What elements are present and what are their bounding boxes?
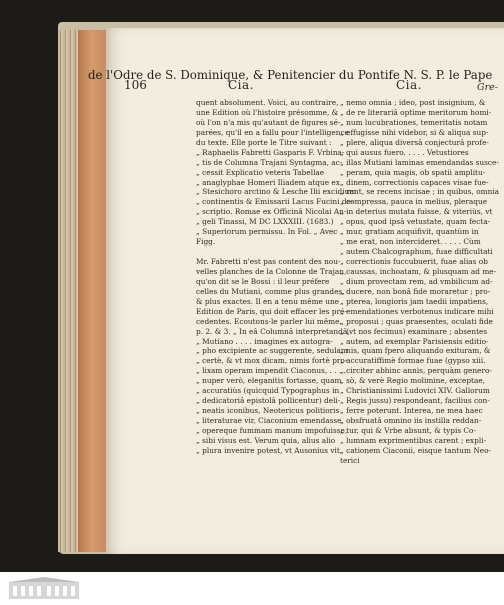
text-line: „ accuratiffimè formae fuae (gypso xiii.: [340, 356, 486, 366]
text-line: „ lumnam exprimentibus carent ; expli-: [340, 435, 487, 445]
text-line: „ rant, se recens incisae ; in quibus, omnia: [340, 187, 500, 197]
text-line: „ Raphaelis Fabretti Gasparis F. Vrbina-: [196, 147, 345, 157]
text-line: „ Mutiano . . . . imagines ex autogra-: [196, 336, 333, 346]
text-line: „ circiter abhinc annis, perquàm genero-: [340, 366, 492, 376]
text-line: & plus exactes. Il en a tenu même une: [196, 296, 340, 306]
page-number: 106: [124, 78, 147, 92]
text-line: une Edition où l'histoire présomme, &: [196, 107, 339, 117]
text-line: „ nemo omnia ; ideo, post insignium, &: [340, 98, 486, 107]
text-line: „ peram, quia magis, ob spatii amplitu-: [340, 167, 486, 177]
text-line: „ autem Chalcographum, fuae difficultati: [340, 247, 493, 257]
text-line: où l'on n'a mis qu'autant de figures sé-: [196, 117, 341, 127]
text-line: „ plere, aliqua diversâ conjecturâ profe-: [340, 137, 489, 147]
running-head-left: Cia.: [228, 78, 254, 92]
text-line: „ illas Mutiani laminas emendandas susce-: [340, 157, 499, 167]
running-head-right: Cia.: [396, 78, 422, 92]
text-line: „ accuratiùs (quicquid Typographus in: [196, 386, 340, 396]
text-line: „ sò, & verè Regio molimine, exceptae,: [340, 376, 486, 386]
text-line: celles du Mutiani, comme plus grandes,: [196, 286, 345, 296]
library-logo-icon: [8, 577, 80, 601]
text-line: „ pterea, longioris jam taedii impatiens,: [340, 296, 489, 306]
page-edges: [58, 30, 80, 552]
text-line: „ Superiorum permissu. In Fol. „ Avec: [196, 227, 338, 237]
text-line: „ caussas, inchoatam, & plusquam ad me-: [340, 266, 497, 276]
text-line: „ dium provectam rem, ad vmbilicum ad-: [340, 276, 493, 286]
text-line: du texte. Elle porte le Titre suivant :: [196, 137, 332, 147]
text-line: „ correctionis fuccubuerit, fuae alias ob: [340, 257, 488, 266]
text-line: „ sibi visus est. Verum quia, alius alio: [196, 435, 336, 445]
text-line: „ me erat, non intercideret. . . . . Cùm: [340, 237, 481, 247]
text-line: cedentes. Ecoutons-le parler lui même,: [196, 316, 342, 326]
text-line: „ ducere, non bonâ fide moraretur ; pro-: [340, 286, 491, 296]
text-column-right: [340, 98, 500, 466]
text-line: „ compressa, pauca in melius, pleraque: [340, 197, 488, 207]
text-line: Edition de Paris, qui doit effacer les pré-: [196, 306, 347, 316]
text-line: „ emendationes verbotenus indicare mihi: [340, 306, 494, 316]
catchword: Gre-: [477, 82, 498, 93]
text-line: quent absolument. Voici, au contraire,: [196, 98, 339, 107]
text-line: „ Christianissimi Ludovici XIV. Gallorum: [340, 386, 490, 396]
text-line: „ nuper verò, eleganitis fortasse, quam: [196, 376, 342, 386]
text-line: „ effugisse nihi videbor, si & aliqua sup-: [340, 127, 489, 137]
text-line: terici: [340, 455, 360, 465]
text-line: „ literaturae vir, Ciaconium emendasse,: [196, 416, 344, 425]
text-line: „ num lucubrationes, temeritatis notam: [340, 117, 488, 127]
text-line: velles planches de la Colonne de Trajan,: [196, 266, 347, 276]
text-line: „ certè, & vt mox dicam, nimis fortè pro-: [196, 356, 348, 366]
text-line: „ dinem, correctionis capaces visae fue-: [340, 177, 489, 187]
text-line: „ obsfruatâ omnino iis instilla reddan-: [340, 416, 482, 425]
text-line: „ in deterius mutata fuisse, & viteriùs, vt: [340, 207, 493, 217]
text-line: „ pho excipiente ac suggerente, sedulam: [196, 346, 348, 356]
text-line: „ opus, quod ipsâ vetustate, quam fecta-: [340, 217, 491, 227]
text-line: „ Stesichoro arctino & Lesche Ilii excidium: [196, 187, 357, 197]
text-line: „ neatis iconibus, Neotericus politioris: [196, 406, 340, 416]
text-line: „ lixam operam impendit Ciaconus, . . . .: [196, 366, 346, 376]
text-line: „ continentis & Emissarii Lacus Fucini de-: [196, 197, 354, 207]
text-line: „ opereque fummam manum impofuisse,: [196, 425, 348, 435]
text-line: „ mur, gratiam acquifivit, quantùm in: [340, 227, 479, 237]
text-line: „ de re literariâ optime meritorum homi-: [340, 107, 492, 117]
text-line: „ geli Tinassi, M DC LXXXIII. (1683.): [196, 217, 334, 227]
text-line: parées, qu'il en a fallu pour l'intelligence: [196, 127, 349, 137]
text-line: „ dedicatoriâ epistolâ pollicentur) deli-: [196, 396, 341, 406]
text-line: „ qui ausus fuero. . . . . Vetustiores: [340, 147, 469, 157]
text-line: „ plura invenire potest, vt Ausonius vit,: [196, 445, 343, 455]
text-line: „ autem, ad exemplar Parisiensis editio-: [340, 336, 489, 346]
page-heading: de l'Odre de S. Dominique, & Penitencier du Pontife N. S. P. le Pape: [88, 68, 493, 82]
text-column-left: [196, 98, 357, 456]
text-line: „ anaglyphae Homeri Iliadem atque ex: [196, 177, 340, 187]
text-line: Mr. Fabretti n'est pas content des nou-: [196, 257, 341, 266]
text-line: „ tur, qui & Vrbe absunt, & typis Co-: [340, 425, 476, 435]
text-line: „ tis de Columna Trajani Syntagma, ac-: [196, 157, 343, 167]
text-line: qu'on dit se le Bossi : il leur préfere: [196, 276, 330, 286]
text-line: „ ferre poterunt. Interea, ne mea haec: [340, 406, 483, 416]
text-line: „ (vt nos fecimus) examinare ; absentes: [340, 326, 488, 336]
text-line: Figg.: [196, 237, 216, 247]
text-line: [196, 247, 332, 257]
page-fold: [78, 30, 108, 552]
text-line: „ Regis jussu) respondeant, facilius con-: [340, 396, 490, 406]
text-line: „ scriptio. Romae ex Officinâ Nicolai An-: [196, 207, 347, 217]
text-line: p. 2. & 3. „ In eâ Columnâ interpretandâ,: [196, 326, 350, 336]
text-line: „ cationem Ciaconii, eisque tantum Neo-: [340, 445, 491, 455]
text-line: „ nis, quam fpero aliquando exituram, &: [340, 346, 491, 356]
text-line: „ cessit Explicatio veteris Tabellae: [196, 167, 325, 177]
text-line: „ proposui ; quas praesentes, oculati fide: [340, 316, 493, 326]
